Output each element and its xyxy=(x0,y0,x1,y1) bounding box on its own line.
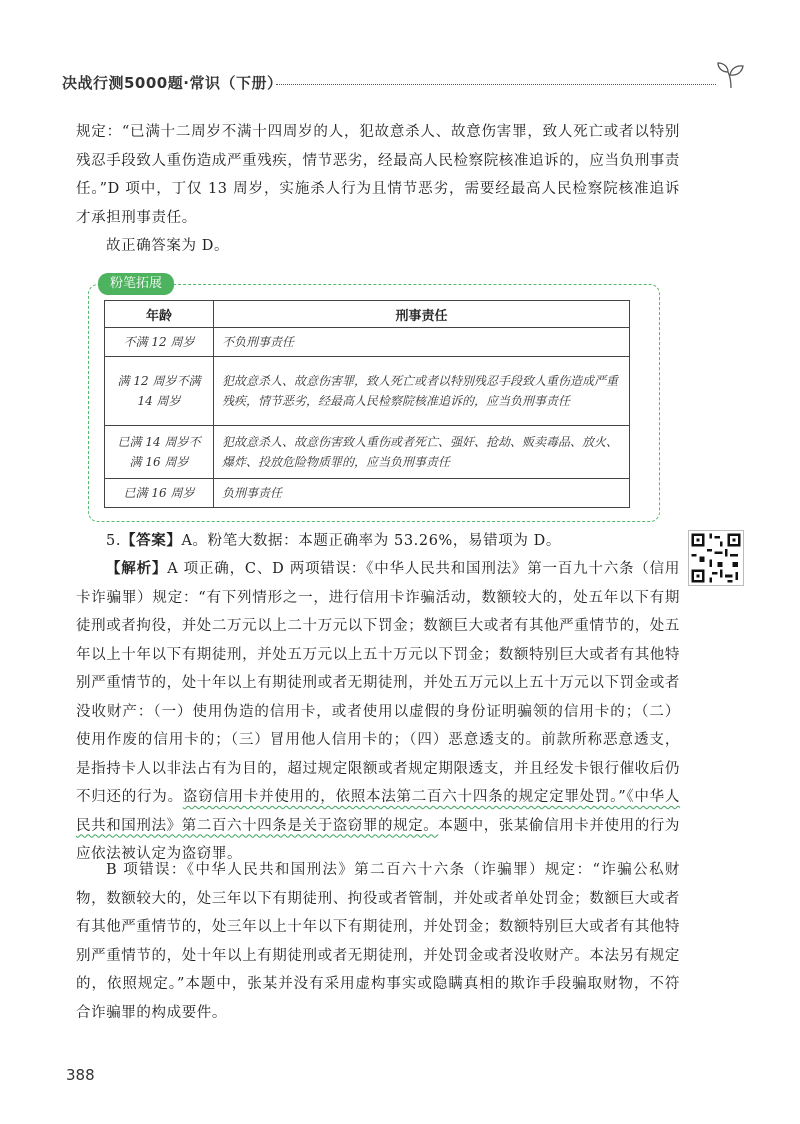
book-title: 决战行测5000题·常识（下册） xyxy=(62,74,283,92)
answer-line xyxy=(76,527,680,556)
criminal-responsibility-table xyxy=(104,300,630,508)
age-cell: 已满 16 周岁 xyxy=(105,479,214,508)
responsibility-cell: 犯故意杀人、故意伤害罪，致人死亡或者以特别残忍手段致人重伤造成严重残疾，情节恶劣，经最高人民检察院核准追诉的，应当负刑事责任 xyxy=(214,357,630,426)
analysis-conclusion-a: 本题中，张某偷信用卡并使用的行为应依法被认定为盗窃罪。 xyxy=(76,817,681,862)
table-row xyxy=(105,357,630,426)
age-cell: 已满 14 周岁不满 16 周岁 xyxy=(105,426,214,479)
conclusion-line: 故正确答案为 D。 xyxy=(106,238,230,254)
table-row xyxy=(105,426,630,479)
responsibility-cell: 负刑事责任 xyxy=(214,479,630,508)
analysis-paragraph-a xyxy=(76,555,680,869)
question-number: 5. xyxy=(106,533,122,549)
paragraph-continued: 规定：“已满十二周岁不满十四周岁的人，犯故意杀人、故意伤害罪，致人死亡或者以特别残忍手段致人重伤造成严重残疾，情节恶劣，经最高人民检察院核准追诉的，应当负刑事责任。”D 项中，丁仅 13 周岁，实施杀人行为且情节恶劣，需要经最高人民检察院核准追诉才承担刑事责任。 xyxy=(76,124,680,226)
age-cell: 不满 12 周岁 xyxy=(105,328,214,357)
responsibility-cell: 犯故意杀人、故意伤害致人重伤或者死亡、强奸、抢劫、贩卖毒品、放火、爆炸、投放危险物质罪的，应当负刑事责任 xyxy=(214,426,630,479)
age-cell: 满 12 周岁不满 14 周岁 xyxy=(105,357,214,426)
table-header-row xyxy=(105,301,630,328)
answer-text: A。粉笔大数据：本题正确率为 53.26%，易错项为 D。 xyxy=(181,533,561,549)
page-number: 388 xyxy=(66,1066,95,1084)
analysis-paragraph-b: B 项错误：《中华人民共和国刑法》第二百六十六条（诈骗罪）规定：“诈骗公私财物，数额较大的，处三年以下有期徒刑、拘役或者管制，并处或者单处罚金；数额巨大或者有其他严重情节的，处三年以上十年以下有期徒刑，并处罚金；数额特别巨大或者有其他特别严重情节的，处十年以上有期徒刑或者无期徒刑，并处罚金或者没收财产。本法另有规定的，依照规定。”本题中，张某并没有采用虚构事实或隐瞒真相的欺诈手段骗取财物，不符合诈骗罪的构成要件。 xyxy=(76,862,680,1021)
analysis-label: 【解析】 xyxy=(106,560,168,577)
answer-label: 【答案】 xyxy=(121,532,182,549)
extension-tag: 粉笔拓展 xyxy=(98,273,174,295)
responsibility-cell: 不负刑事责任 xyxy=(214,328,630,357)
analysis-text-a: A 项正确，C、D 两项错误：《中华人民共和国刑法》第一百九十六条（信用卡诈骗罪）规定：“有下列情形之一，进行信用卡诈骗活动，数额较大的，处五年以下有期徒刑或者拘役，并处二万元以上二十万元以下罚金；数额巨大或者有其他严重情节的，处五年以上十年以下有期徒刑，并处五万元以上五十万元以下罚金；数额特别巨大或者有其他特别严重情节的，处十年以上有期徒刑或者无期徒刑，并处五万元以上五十万元以下罚金或者没收财产：（一）使用伪造的信用卡，或者使用以虚假的身份证明骗领的信用卡的；（二）使用作废的信用卡的；（三）冒用他人信用卡的；（四）恶意透支的。前款所称恶意透支，是指持卡人以非法占有为目的，超过规定限额或者规定期限透支，并且经发卡银行催收后仍不归还的行为。 xyxy=(76,561,680,805)
header-age: 年龄 xyxy=(105,301,214,328)
header-responsibility: 刑事责任 xyxy=(214,301,630,328)
table-row xyxy=(105,328,630,357)
analysis-highlight: 盗窃信用卡并使用的，依照本法第二百六十四条的规定定罪处罚。”《中华人民共和国刑法》第二百六十四条是关于盗窃罪的规定。 xyxy=(76,789,681,834)
qr-code-icon xyxy=(688,530,744,586)
sprout-icon xyxy=(714,58,748,92)
header-divider xyxy=(276,84,716,85)
table-row xyxy=(105,479,630,508)
